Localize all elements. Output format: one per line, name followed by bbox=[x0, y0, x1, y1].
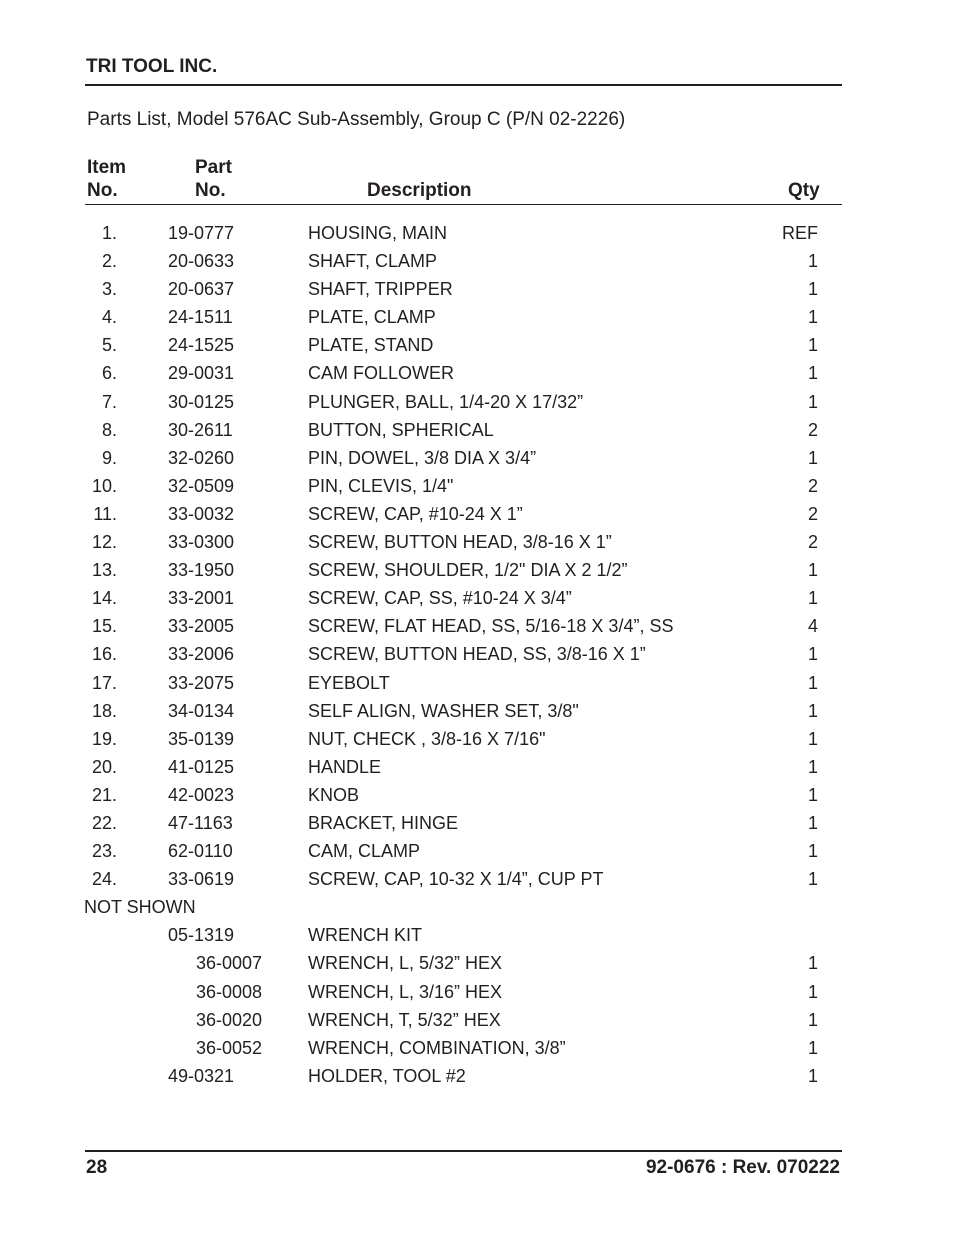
table-row bbox=[0, 556, 954, 584]
part-number: 33-0619 bbox=[168, 869, 235, 890]
part-number: 33-2006 bbox=[168, 644, 235, 665]
quantity: 1 bbox=[807, 1037, 818, 1058]
item-no-header bbox=[87, 156, 126, 202]
quantity: 1 bbox=[807, 307, 818, 328]
table-row bbox=[0, 865, 954, 893]
quantity: 1 bbox=[807, 588, 818, 609]
quantity: 1 bbox=[807, 447, 818, 468]
part-description: SCREW, SHOULDER, 1/2" DIA X 2 1/2” bbox=[308, 560, 628, 581]
part-number: 19-0777 bbox=[168, 223, 235, 243]
item-number: 17. bbox=[91, 672, 117, 693]
item-number: 19. bbox=[91, 728, 117, 749]
item-number: 22. bbox=[91, 812, 117, 833]
quantity: 1 bbox=[807, 335, 818, 356]
part-description: SCREW, CAP, SS, #10-24 X 3/4” bbox=[308, 588, 572, 609]
quantity: 1 bbox=[807, 560, 818, 581]
section-header-row bbox=[0, 893, 954, 921]
part-description: BUTTON, SPHERICAL bbox=[308, 419, 494, 440]
part-number: 32-0260 bbox=[168, 447, 235, 468]
table-row bbox=[0, 725, 954, 753]
part-description: PLUNGER, BALL, 1/4-20 X 17/32” bbox=[308, 391, 584, 412]
quantity: 1 bbox=[807, 841, 818, 862]
part-description: PIN, CLEVIS, 1/4" bbox=[308, 475, 454, 496]
part-description: CAM, CLAMP bbox=[308, 841, 421, 862]
header-rule bbox=[85, 84, 842, 86]
table-row bbox=[0, 921, 954, 949]
part-description: BRACKET, HINGE bbox=[308, 812, 459, 833]
item-number: 10. bbox=[91, 475, 117, 496]
part-number: 24-1511 bbox=[168, 307, 233, 328]
quantity: 1 bbox=[807, 756, 818, 777]
part-description: WRENCH KIT bbox=[308, 925, 422, 946]
table-row bbox=[0, 1006, 954, 1034]
table-row bbox=[0, 219, 954, 247]
part-description: CAM FOLLOWER bbox=[308, 363, 455, 384]
item-number: 13. bbox=[91, 560, 117, 581]
quantity: 1 bbox=[807, 953, 818, 974]
description-header: Description bbox=[367, 180, 472, 201]
document-reference: 92-0676 : Rev. 070222 bbox=[645, 1157, 840, 1178]
part-description: KNOB bbox=[308, 784, 360, 805]
item-number: 9. bbox=[101, 447, 117, 468]
part-header-line1: Part bbox=[195, 157, 232, 178]
item-number: 11. bbox=[93, 503, 117, 524]
quantity: 2 bbox=[807, 419, 818, 440]
part-description: PLATE, STAND bbox=[308, 335, 434, 356]
item-number: 21. bbox=[91, 784, 117, 805]
part-number: 29-0031 bbox=[168, 363, 235, 384]
part-description: PIN, DOWEL, 3/8 DIA X 3/4” bbox=[308, 447, 537, 468]
item-header-line2: No. bbox=[87, 180, 118, 201]
item-number: 24. bbox=[91, 869, 117, 890]
part-number: 42-0023 bbox=[168, 784, 235, 805]
table-row bbox=[0, 837, 954, 865]
part-number: 36-0020 bbox=[196, 1009, 263, 1030]
part-number: 49-0321 bbox=[168, 1065, 235, 1086]
part-description: HANDLE bbox=[308, 756, 382, 777]
item-number: 2. bbox=[101, 251, 117, 272]
qty-header: Qty bbox=[788, 180, 820, 201]
item-number: 18. bbox=[91, 700, 117, 721]
quantity: 1 bbox=[807, 1009, 818, 1030]
item-number: 12. bbox=[91, 532, 117, 553]
part-description: WRENCH, L, 3/16” HEX bbox=[308, 981, 503, 1002]
part-description: WRENCH, L, 5/32” HEX bbox=[308, 953, 503, 974]
part-description: HOUSING, MAIN bbox=[308, 223, 448, 243]
table-row bbox=[0, 640, 954, 668]
quantity: 1 bbox=[807, 251, 818, 272]
quantity: 1 bbox=[807, 981, 818, 1002]
item-number: 6. bbox=[101, 363, 117, 384]
part-description: SHAFT, TRIPPER bbox=[308, 279, 453, 300]
column-header-rule bbox=[85, 204, 842, 205]
table-row bbox=[0, 331, 954, 359]
item-number: 3. bbox=[101, 279, 117, 300]
table-row bbox=[0, 247, 954, 275]
table-row bbox=[0, 416, 954, 444]
item-number: 15. bbox=[91, 616, 117, 637]
quantity: 1 bbox=[807, 784, 818, 805]
part-number: 33-0032 bbox=[168, 503, 235, 524]
page-number: 28 bbox=[86, 1157, 108, 1178]
section-label: NOT SHOWN bbox=[84, 897, 196, 918]
company-name: TRI TOOL INC. bbox=[86, 56, 218, 77]
part-number: 30-0125 bbox=[168, 391, 235, 412]
part-number: 41-0125 bbox=[168, 756, 235, 777]
part-number: 33-2075 bbox=[168, 672, 235, 693]
part-description: WRENCH, COMBINATION, 3/8” bbox=[308, 1037, 566, 1058]
table-row bbox=[0, 612, 954, 640]
table-row bbox=[0, 388, 954, 416]
parts-table bbox=[0, 219, 954, 1090]
part-number: 47-1163 bbox=[168, 812, 233, 833]
part-header-line2: No. bbox=[195, 180, 226, 201]
part-number: 33-2005 bbox=[168, 616, 235, 637]
part-number: 05-1319 bbox=[168, 925, 235, 946]
part-number: 36-0007 bbox=[196, 953, 263, 974]
table-row bbox=[0, 949, 954, 977]
quantity: 1 bbox=[807, 279, 818, 300]
quantity: 2 bbox=[807, 475, 818, 496]
part-number: 36-0052 bbox=[196, 1037, 263, 1058]
table-row bbox=[0, 303, 954, 331]
part-description: PLATE, CLAMP bbox=[308, 307, 436, 328]
part-number: 62-0110 bbox=[168, 841, 233, 862]
table-row bbox=[0, 528, 954, 556]
item-number: 5. bbox=[101, 335, 117, 356]
table-row bbox=[0, 584, 954, 612]
part-description: SCREW, BUTTON HEAD, SS, 3/8-16 X 1” bbox=[308, 644, 646, 665]
item-number: 8. bbox=[101, 419, 117, 440]
table-row bbox=[0, 753, 954, 781]
part-number: 35-0139 bbox=[168, 728, 235, 749]
table-row bbox=[0, 500, 954, 528]
table-row bbox=[0, 275, 954, 303]
table-row bbox=[0, 359, 954, 387]
item-number: 16. bbox=[91, 644, 117, 665]
item-header-line1: Item bbox=[87, 157, 127, 178]
part-description: SCREW, BUTTON HEAD, 3/8-16 X 1” bbox=[308, 532, 612, 553]
table-row bbox=[0, 809, 954, 837]
item-number: 4. bbox=[101, 307, 117, 328]
item-number: 1. bbox=[101, 223, 117, 243]
part-description: SELF ALIGN, WASHER SET, 3/8" bbox=[308, 700, 579, 721]
table-row bbox=[0, 472, 954, 500]
part-no-header bbox=[195, 156, 232, 202]
part-description: WRENCH, T, 5/32” HEX bbox=[308, 1009, 501, 1030]
part-number: 24-1525 bbox=[168, 335, 235, 356]
part-description: SCREW, CAP, #10-24 X 1” bbox=[308, 503, 523, 524]
part-number: 33-2001 bbox=[168, 588, 235, 609]
item-number: 14. bbox=[91, 588, 117, 609]
table-row bbox=[0, 1062, 954, 1090]
part-number: 20-0633 bbox=[168, 251, 235, 272]
table-row bbox=[0, 444, 954, 472]
part-number: 32-0509 bbox=[168, 475, 235, 496]
part-number: 33-0300 bbox=[168, 532, 235, 553]
table-row bbox=[0, 669, 954, 697]
quantity: 1 bbox=[807, 700, 818, 721]
part-number: 36-0008 bbox=[196, 981, 263, 1002]
part-description: SHAFT, CLAMP bbox=[308, 251, 438, 272]
quantity: 1 bbox=[807, 672, 818, 693]
part-description: SCREW, CAP, 10-32 X 1/4”, CUP PT bbox=[308, 869, 604, 890]
quantity: 1 bbox=[807, 363, 818, 384]
item-number: 23. bbox=[91, 841, 117, 862]
quantity: 1 bbox=[807, 812, 818, 833]
quantity: 1 bbox=[807, 1065, 818, 1086]
footer-rule bbox=[85, 1150, 842, 1152]
quantity: 2 bbox=[807, 503, 818, 524]
quantity: 2 bbox=[807, 532, 818, 553]
table-row bbox=[0, 697, 954, 725]
part-description: HOLDER, TOOL #2 bbox=[308, 1065, 466, 1086]
part-description: SCREW, FLAT HEAD, SS, 5/16-18 X 3/4”, SS bbox=[308, 616, 674, 637]
item-number: 20. bbox=[91, 756, 117, 777]
table-row bbox=[0, 978, 954, 1006]
quantity: 4 bbox=[807, 616, 818, 637]
part-description: NUT, CHECK , 3/8-16 X 7/16" bbox=[308, 728, 546, 749]
quantity: 1 bbox=[807, 728, 818, 749]
quantity: REF bbox=[782, 223, 818, 243]
quantity: 1 bbox=[807, 869, 818, 890]
part-description: EYEBOLT bbox=[308, 672, 390, 693]
item-number: 7. bbox=[101, 391, 117, 412]
parts-list-title: Parts List, Model 576AC Sub-Assembly, Group C (P/N 02-2226) bbox=[87, 109, 626, 130]
table-row bbox=[0, 781, 954, 809]
part-number: 34-0134 bbox=[168, 700, 235, 721]
part-number: 20-0637 bbox=[168, 279, 235, 300]
quantity: 1 bbox=[807, 391, 818, 412]
quantity: 1 bbox=[807, 644, 818, 665]
part-number: 33-1950 bbox=[168, 560, 235, 581]
part-number: 30-2611 bbox=[168, 419, 233, 440]
table-row bbox=[0, 1034, 954, 1062]
